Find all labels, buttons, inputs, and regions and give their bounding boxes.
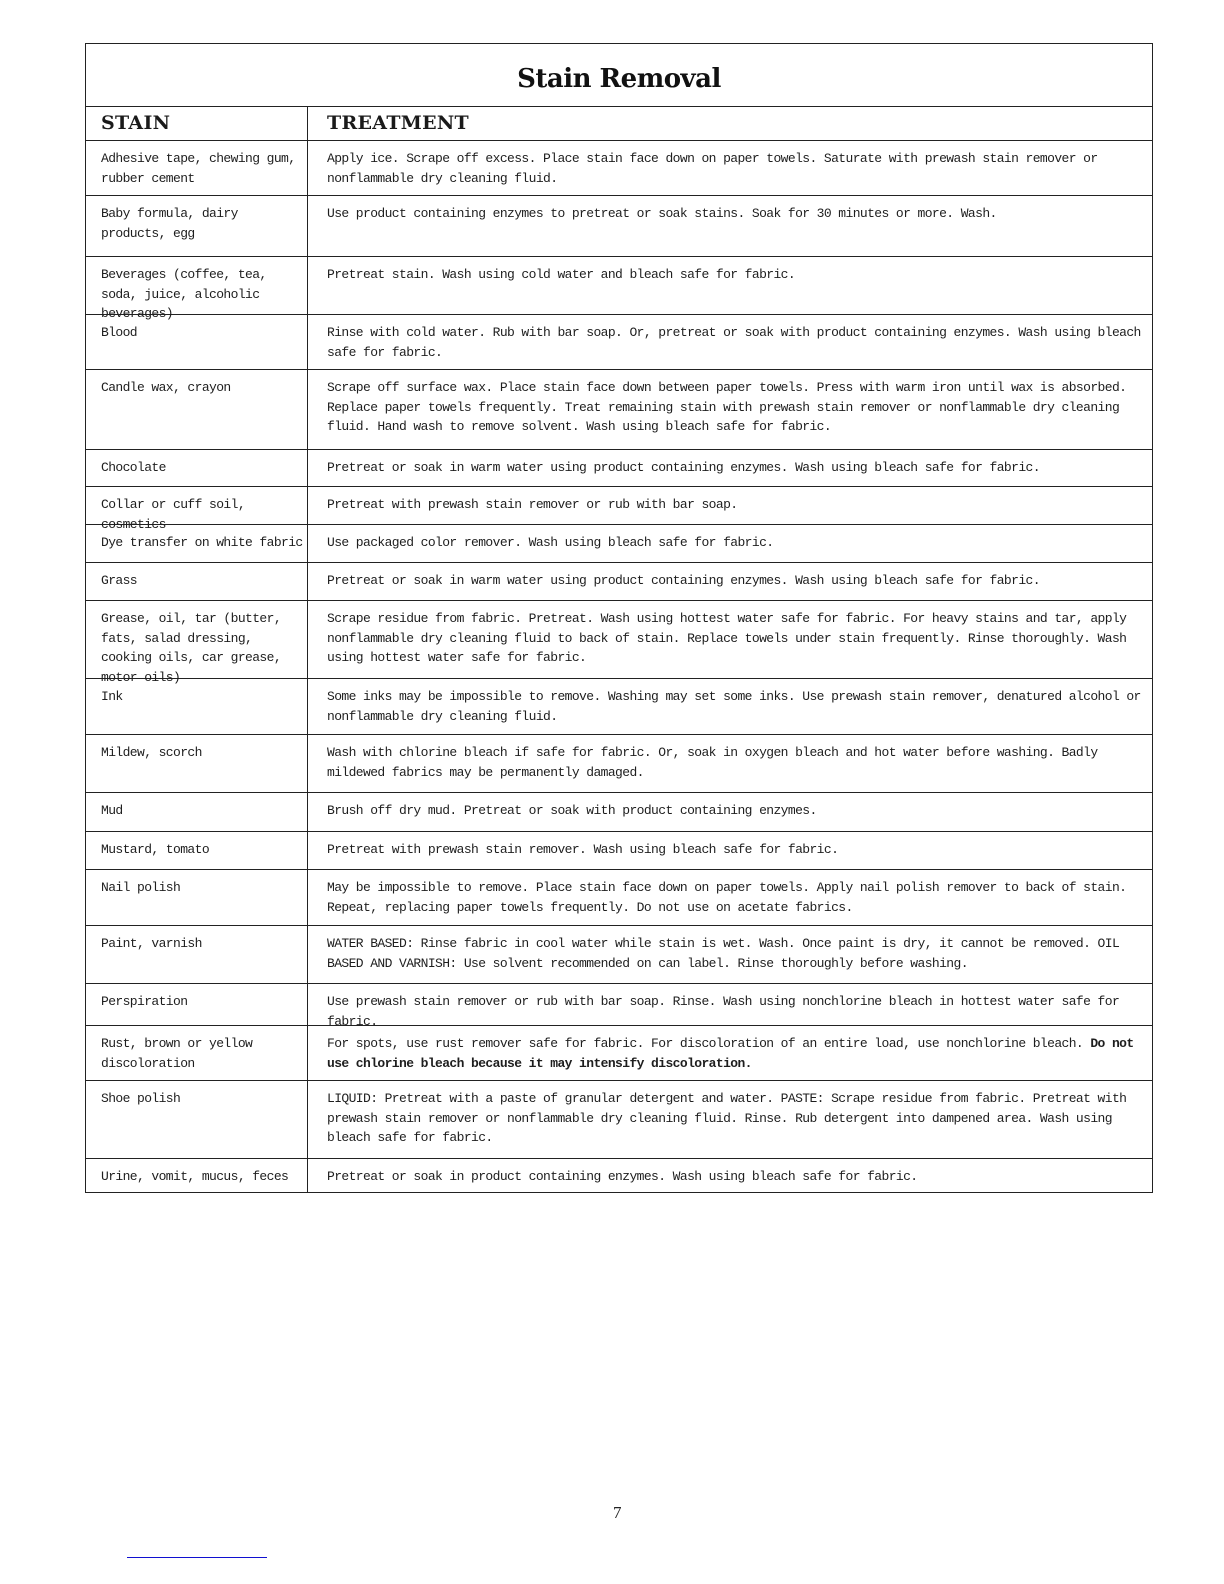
- treatment-cell: [308, 601, 1152, 678]
- treatment-text: Some inks may be impossible to remove. Washing may set some inks. Use prewash stain remover, denatured alcohol or nonflammable dry cleaning fluid.: [327, 689, 1141, 724]
- stain-cell: Collar or cuff soil, cosmetics: [86, 487, 308, 524]
- treatment-text: Wash with chlorine bleach if safe for fabric. Or, soak in oxygen bleach and hot water before washing. Badly mildewed fabrics may be permanently damaged.: [327, 745, 1098, 780]
- table-row: [86, 450, 1152, 487]
- treatment-cell: [308, 525, 1152, 562]
- stain-cell: Dye transfer on white fabric: [86, 525, 308, 562]
- stain-cell: Perspiration: [86, 984, 308, 1025]
- treatment-text: Pretreat with prewash stain remover or rub with bar soap.: [327, 497, 738, 512]
- table-row: [86, 563, 1152, 601]
- table-row: [86, 1081, 1152, 1159]
- treatment-text: Pretreat or soak in warm water using product containing enzymes. Wash using bleach safe for fabric.: [327, 460, 1040, 475]
- table-row: [86, 984, 1152, 1029]
- footer-link-line: [127, 1557, 267, 1558]
- treatment-cell: [308, 450, 1152, 486]
- stain-cell: Blood: [86, 315, 308, 369]
- stain-cell: Beverages (coffee, tea, soda, juice, alcoholic beverages): [86, 257, 308, 314]
- stain-cell: Nail polish: [86, 870, 308, 925]
- table-row: [86, 370, 1152, 450]
- page-title: Stain Removal: [517, 64, 721, 94]
- treatment-cell: [308, 563, 1152, 600]
- stain-cell: Rust, brown or yellow discoloration: [86, 1026, 308, 1080]
- treatment-cell: [308, 487, 1152, 524]
- stain-cell: Shoe polish: [86, 1081, 308, 1158]
- column-header-stain: STAIN: [86, 107, 308, 140]
- stain-cell: Grease, oil, tar (butter, fats, salad dressing, cooking oils, car grease, motor oils): [86, 601, 308, 678]
- stain-cell: Paint, varnish: [86, 926, 308, 983]
- treatment-text: Rinse with cold water. Rub with bar soap. Or, pretreat or soak with product containing enzymes. Wash using bleach safe for fabric.: [327, 325, 1141, 360]
- treatment-cell: [308, 832, 1152, 869]
- treatment-text: Pretreat with prewash stain remover. Wash using bleach safe for fabric.: [327, 842, 839, 857]
- table-row: [86, 487, 1152, 532]
- treatment-cell: [308, 1159, 1152, 1192]
- stain-cell: Candle wax, crayon: [86, 370, 308, 449]
- treatment-cell: [308, 870, 1152, 925]
- treatment-text: Brush off dry mud. Pretreat or soak with product containing enzymes.: [327, 803, 817, 818]
- treatment-cell: [308, 257, 1152, 314]
- table-row: [86, 679, 1152, 735]
- treatment-cell: [308, 196, 1152, 256]
- treatment-cell: [308, 793, 1152, 831]
- table-row: [86, 793, 1152, 832]
- treatment-cell: [308, 735, 1152, 792]
- stain-cell: Adhesive tape, chewing gum, rubber cement: [86, 141, 308, 195]
- table-row: [86, 926, 1152, 984]
- table-row: [86, 870, 1152, 926]
- table-row: [86, 525, 1152, 563]
- table-row: [86, 1026, 1152, 1081]
- stain-cell: Mildew, scorch: [86, 735, 308, 792]
- stain-cell: Ink: [86, 679, 308, 734]
- table-title-row: [86, 44, 1152, 107]
- treatment-text: WATER BASED: Rinse fabric in cool water while stain is wet. Wash. Once paint is dry, it cannot be removed. OIL BASED AND VARNISH: Use solvent recommended on can label. Rinse thoroughly before washing.: [327, 936, 1120, 971]
- stain-cell: Mustard, tomato: [86, 832, 308, 869]
- table-row: [86, 832, 1152, 870]
- table-row: [86, 735, 1152, 793]
- table-row: [86, 601, 1152, 685]
- treatment-text: Use product containing enzymes to pretreat or soak stains. Soak for 30 minutes or more. Wash.: [327, 206, 997, 221]
- stain-cell: Grass: [86, 563, 308, 600]
- treatment-cell: [308, 679, 1152, 734]
- treatment-text: Scrape off surface wax. Place stain face down between paper towels. Press with warm iron until wax is absorbed. Replace paper towels frequently. Treat remaining stain with prewash stain remover or nonflammable dry cleaning fluid. Hand wash to remove solvent. Wash using bleach safe for fabric.: [327, 380, 1127, 434]
- treatment-text: Apply ice. Scrape off excess. Place stain face down on paper towels. Saturate with prewash stain remover or nonflammable dry cleaning fluid.: [327, 151, 1098, 186]
- treatment-cell: [308, 984, 1152, 1029]
- table-header-row: [86, 107, 1152, 141]
- treatment-cell: [308, 926, 1152, 983]
- treatment-text: Pretreat or soak in product containing enzymes. Wash using bleach safe for fabric.: [327, 1169, 918, 1184]
- table-body: [86, 141, 1152, 1192]
- treatment-text: Pretreat stain. Wash using cold water and bleach safe for fabric.: [327, 267, 796, 282]
- treatment-text: LIQUID: Pretreat with a paste of granular detergent and water. PASTE: Scrape residue from fabric. Pretreat with prewash stain remover or nonflammable dry cleaning fluid. Rinse. Rub detergent into dampened area. Wash using bleach safe for fabric.: [327, 1091, 1127, 1145]
- table-row: [86, 196, 1152, 257]
- treatment-cell: [308, 1026, 1152, 1080]
- treatment-warning: Do not use chlorine bleach because it may intensify discoloration.: [327, 1036, 1134, 1071]
- treatment-text: Pretreat or soak in warm water using product containing enzymes. Wash using bleach safe for fabric.: [327, 573, 1040, 588]
- stain-cell: Baby formula, dairy products, egg: [86, 196, 308, 256]
- treatment-cell: [308, 370, 1152, 449]
- stain-cell: Mud: [86, 793, 308, 831]
- treatment-cell: [308, 141, 1152, 195]
- treatment-cell: [308, 1081, 1152, 1158]
- treatment-text: May be impossible to remove. Place stain face down on paper towels. Apply nail polish remover to back of stain. Repeat, replacing paper towels frequently. Do not use on acetate fabrics.: [327, 880, 1127, 915]
- stain-cell: Chocolate: [86, 450, 308, 486]
- table-row: [86, 1159, 1152, 1192]
- treatment-text: Use packaged color remover. Wash using bleach safe for fabric.: [327, 535, 774, 550]
- table-row: [86, 315, 1152, 370]
- treatment-text: Scrape residue from fabric. Pretreat. Wash using hottest water safe for fabric. For heavy stains and tar, apply nonflammable dry cleaning fluid to back of stain. Replace towels under stain frequently. Rinse thoroughly. Wash using hottest water safe for fabric.: [327, 611, 1127, 665]
- treatment-cell: [308, 315, 1152, 369]
- table-row: [86, 257, 1152, 321]
- column-header-treatment: TREATMENT: [327, 112, 469, 134]
- stain-removal-table: [85, 43, 1153, 1193]
- stain-cell: Urine, vomit, mucus, feces: [86, 1159, 308, 1192]
- treatment-text: For spots, use rust remover safe for fabric. For discoloration of an entire load, use nonchlorine bleach.: [327, 1036, 1091, 1051]
- treatment-text: Use prewash stain remover or rub with bar soap. Rinse. Wash using nonchlorine bleach in hottest water safe for fabric.: [327, 994, 1120, 1029]
- page-number: 7: [613, 1503, 622, 1522]
- table-row: [86, 141, 1152, 196]
